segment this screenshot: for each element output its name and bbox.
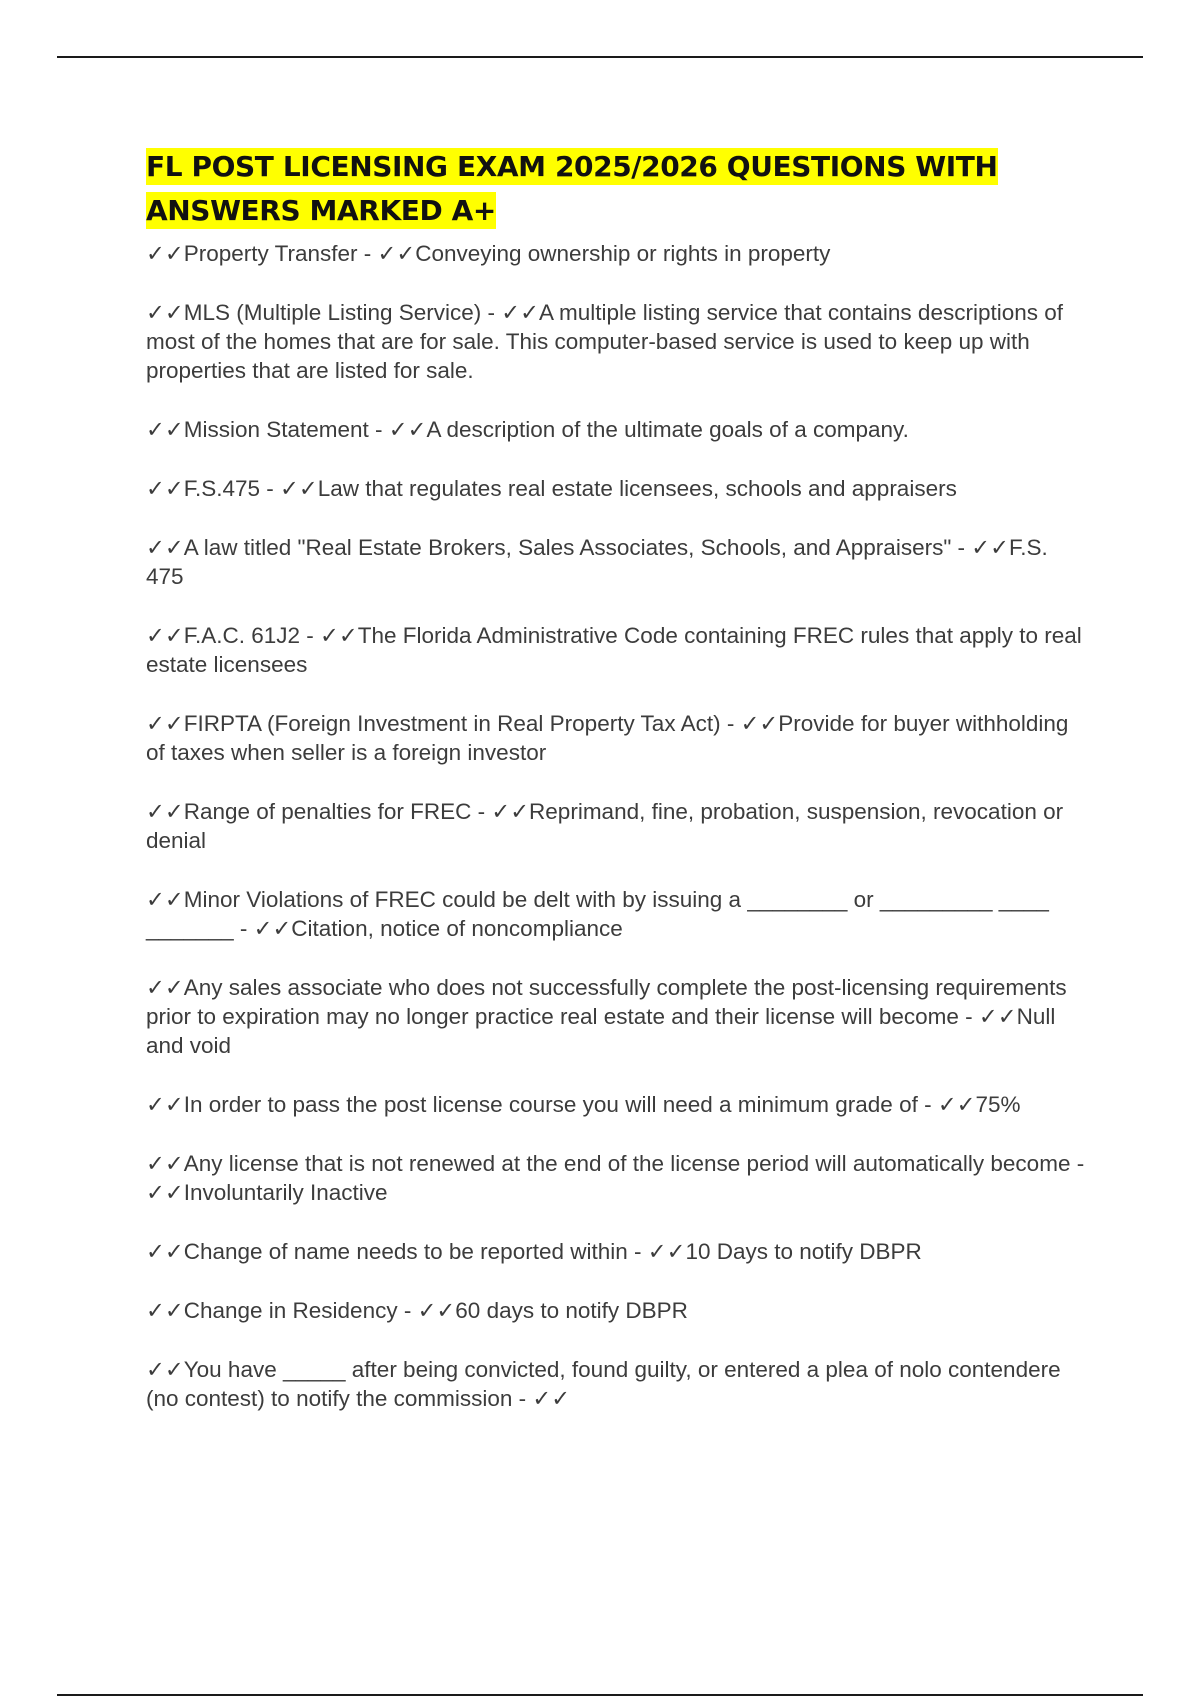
document-title <box>146 145 1086 233</box>
qa-item: ✓✓Any license that is not renewed at the end of the license period will automatically become - ✓✓Involuntarily Inactive <box>146 1151 1085 1205</box>
qa-item: ✓✓Change in Residency - ✓✓60 days to notify DBPR <box>146 1298 688 1323</box>
qa-list <box>146 239 1086 1413</box>
qa-item: ✓✓FIRPTA (Foreign Investment in Real Property Tax Act) - ✓✓Provide for buyer withholding of taxes when seller is a foreign investor <box>146 711 1069 765</box>
qa-item: ✓✓In order to pass the post license course you will need a minimum grade of - ✓✓75% <box>146 1092 1021 1117</box>
qa-item: ✓✓F.S.475 - ✓✓Law that regulates real estate licensees, schools and appraisers <box>146 476 957 501</box>
document-body <box>146 145 1086 1443</box>
qa-item: ✓✓Change of name needs to be reported within - ✓✓10 Days to notify DBPR <box>146 1239 922 1264</box>
bottom-rule <box>57 1694 1143 1696</box>
qa-item: ✓✓You have _____ after being convicted, found guilty, or entered a plea of nolo contendere (no contest) to notify the commission - ✓✓ <box>146 1357 1061 1411</box>
top-rule <box>57 56 1143 58</box>
qa-item: ✓✓Range of penalties for FREC - ✓✓Reprimand, fine, probation, suspension, revocation or denial <box>146 799 1064 853</box>
qa-item: ✓✓A law titled "Real Estate Brokers, Sales Associates, Schools, and Appraisers" - ✓✓F.S. 475 <box>146 535 1048 589</box>
qa-item: ✓✓F.A.C. 61J2 - ✓✓The Florida Administrative Code containing FREC rules that apply to real estate licensees <box>146 623 1082 677</box>
qa-item: ✓✓Any sales associate who does not successfully complete the post-licensing requirements prior to expiration may no longer practice real estate and their license will become - ✓✓Null and void <box>146 975 1067 1058</box>
title-highlight: FL POST LICENSING EXAM 2025/2026 QUESTIONS WITH ANSWERS MARKED A+ <box>146 150 998 227</box>
qa-item: ✓✓Minor Violations of FREC could be delt with by issuing a ________ or _________ ____ _______ - ✓✓Citation, notice of noncompliance <box>146 887 1049 941</box>
qa-item: ✓✓Property Transfer - ✓✓Conveying ownership or rights in property <box>146 241 831 266</box>
qa-item: ✓✓Mission Statement - ✓✓A description of the ultimate goals of a company. <box>146 417 909 442</box>
qa-item: ✓✓MLS (Multiple Listing Service) - ✓✓A multiple listing service that contains descriptions of most of the homes that are for sale. This computer-based service is used to keep up with properties that are listed for sale. <box>146 300 1064 383</box>
